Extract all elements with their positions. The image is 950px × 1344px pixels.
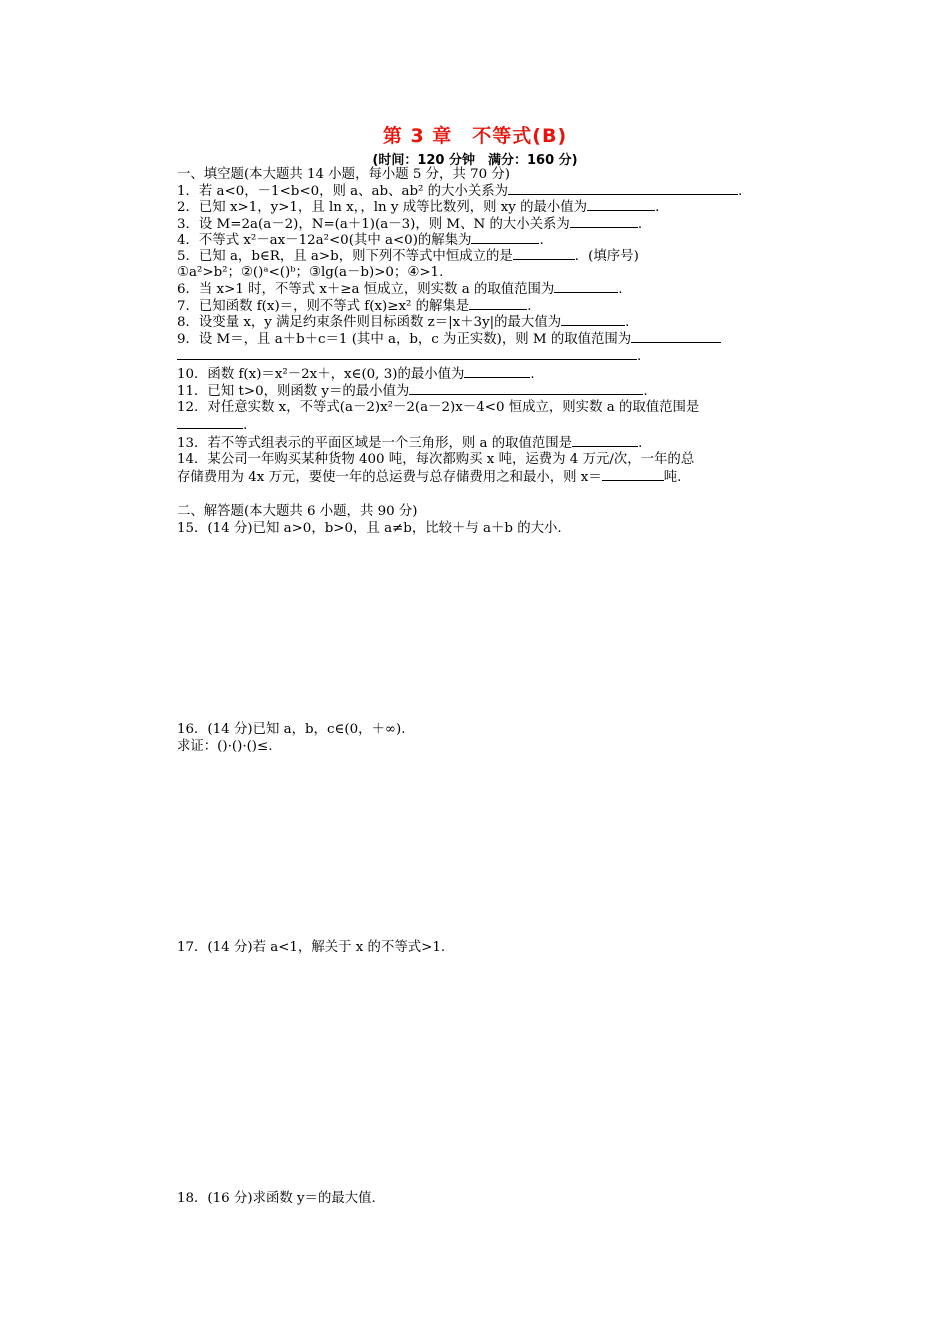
question-15: 15．(14 分)已知 a>0，b>0，且 a≠b，比较＋与 a＋b 的大小. <box>177 521 562 536</box>
answer-blank <box>570 216 638 228</box>
question-8 <box>177 314 629 331</box>
question-text: 5．已知 a，b∈R，且 a>b，则下列不等式中恒成立的是 <box>177 249 513 264</box>
question-9 <box>177 331 721 348</box>
question-9-continued <box>177 348 641 365</box>
period: . <box>618 282 623 297</box>
period: . <box>637 217 643 232</box>
question-7 <box>177 298 531 315</box>
question-4 <box>177 232 544 249</box>
section-heading-fill-blank: 一、填空题(本大题共 14 小题，每小题 5 分，共 70 分) <box>177 167 511 182</box>
question-tail: ．(填序号) <box>574 249 639 264</box>
answer-blank <box>508 183 738 195</box>
question-text: 2．已知 x>1，y>1，且 ln x，，ln y 成等比数列，则 xy 的最小值为 <box>177 200 588 215</box>
answer-blank <box>602 469 664 481</box>
question-text: 3．设 M=2a(a－2)，N=(a＋1)(a－3)，则 M、N 的大小关系为 <box>177 217 570 232</box>
question-5 <box>177 248 639 265</box>
period: . <box>643 384 648 399</box>
question-text: 13．若不等式组表示的平面区域是一个三角形，则 a 的取值范围是 <box>177 436 573 451</box>
exam-info: (时间：120 分钟 满分：160 分) <box>372 153 578 168</box>
answer-blank <box>554 281 618 293</box>
period: . <box>243 418 248 433</box>
period: . <box>530 367 535 382</box>
question-text: 7．已知函数 f(x)＝，则不等式 f(x)≥x² 的解集是 <box>177 299 470 314</box>
answer-blank <box>177 348 637 360</box>
question-text: 6．当 x>1 时，不等式 x＋≥a 恒成立，则实数 a 的取值范围为 <box>177 282 555 297</box>
answer-blank <box>572 435 638 447</box>
question-1 <box>177 183 742 200</box>
question-text: 10．函数 f(x)＝x²－2x＋，x∈(0, 3)的最小值为 <box>177 367 465 382</box>
question-text: 11．已知 t>0，则函数 y＝的最小值为 <box>177 384 410 399</box>
answer-blank <box>587 199 655 211</box>
question-text: 4．不等式 x²－ax－12a²<0(其中 a<0)的解集为 <box>177 233 472 248</box>
period: . <box>539 233 544 248</box>
question-text: 1．若 a<0，－1<b<0，则 a、ab、ab² 的大小关系为 <box>177 184 508 199</box>
period: . <box>655 200 660 215</box>
period: . <box>637 349 642 364</box>
question-17: 17．(14 分)若 a<1，解关于 x 的不等式>1. <box>177 940 446 955</box>
question-tail: 吨. <box>663 470 682 485</box>
question-6 <box>177 281 623 298</box>
question-16-proof: 求证：()·()·()≤. <box>177 739 273 754</box>
period: . <box>625 315 630 330</box>
question-14: 14．某公司一年购买某种货物 400 吨，每次都购买 x 吨，运费为 4 万元/次，一年的总 <box>177 452 695 467</box>
page-title: 第 3 章 不等式(B) <box>382 125 568 147</box>
section-heading-solutions: 二、解答题(本大题共 6 小题，共 90 分) <box>177 504 418 519</box>
answer-blank <box>471 232 539 244</box>
question-text: 9．设 M＝，且 a＋b＋c＝1 (其中 a，b，c 为正实数)，则 M 的取值范围为 <box>177 332 632 347</box>
question-16: 16．(14 分)已知 a，b，c∈(0，＋∞). <box>177 722 406 737</box>
question-13 <box>177 435 642 452</box>
question-text: 存储费用为 4x 万元，要使一年的总运费与总存储费用之和最小，则 x＝ <box>177 470 602 485</box>
question-text: 12．对任意实数 x，不等式(a－2)x²－2(a－2)x－4<0 恒成立，则实数 a 的取值范围是 <box>177 400 700 415</box>
question-2 <box>177 199 659 216</box>
question-3 <box>177 216 642 233</box>
answer-blank <box>561 314 625 326</box>
question-18: 18．(16 分)求函数 y＝的最大值. <box>177 1191 376 1206</box>
answer-blank <box>469 298 527 310</box>
period: . <box>638 436 643 451</box>
question-5-options: ①a²>b²；②()ᵃ<()ᵇ；③lg(a－b)>0；④>1. <box>177 265 444 280</box>
period: . <box>527 299 532 314</box>
question-12-continued <box>177 417 247 434</box>
question-14-continued <box>177 469 681 486</box>
answer-blank <box>409 383 643 395</box>
answer-blank <box>177 417 243 429</box>
answer-blank <box>513 248 575 260</box>
question-11 <box>177 383 648 400</box>
question-text: 8．设变量 x，y 满足约束条件则目标函数 z＝|x＋3y|的最大值为 <box>177 315 562 330</box>
answer-blank <box>464 366 530 378</box>
question-12 <box>177 400 699 416</box>
question-10 <box>177 366 535 383</box>
answer-blank <box>631 331 721 343</box>
period: . <box>738 184 743 199</box>
